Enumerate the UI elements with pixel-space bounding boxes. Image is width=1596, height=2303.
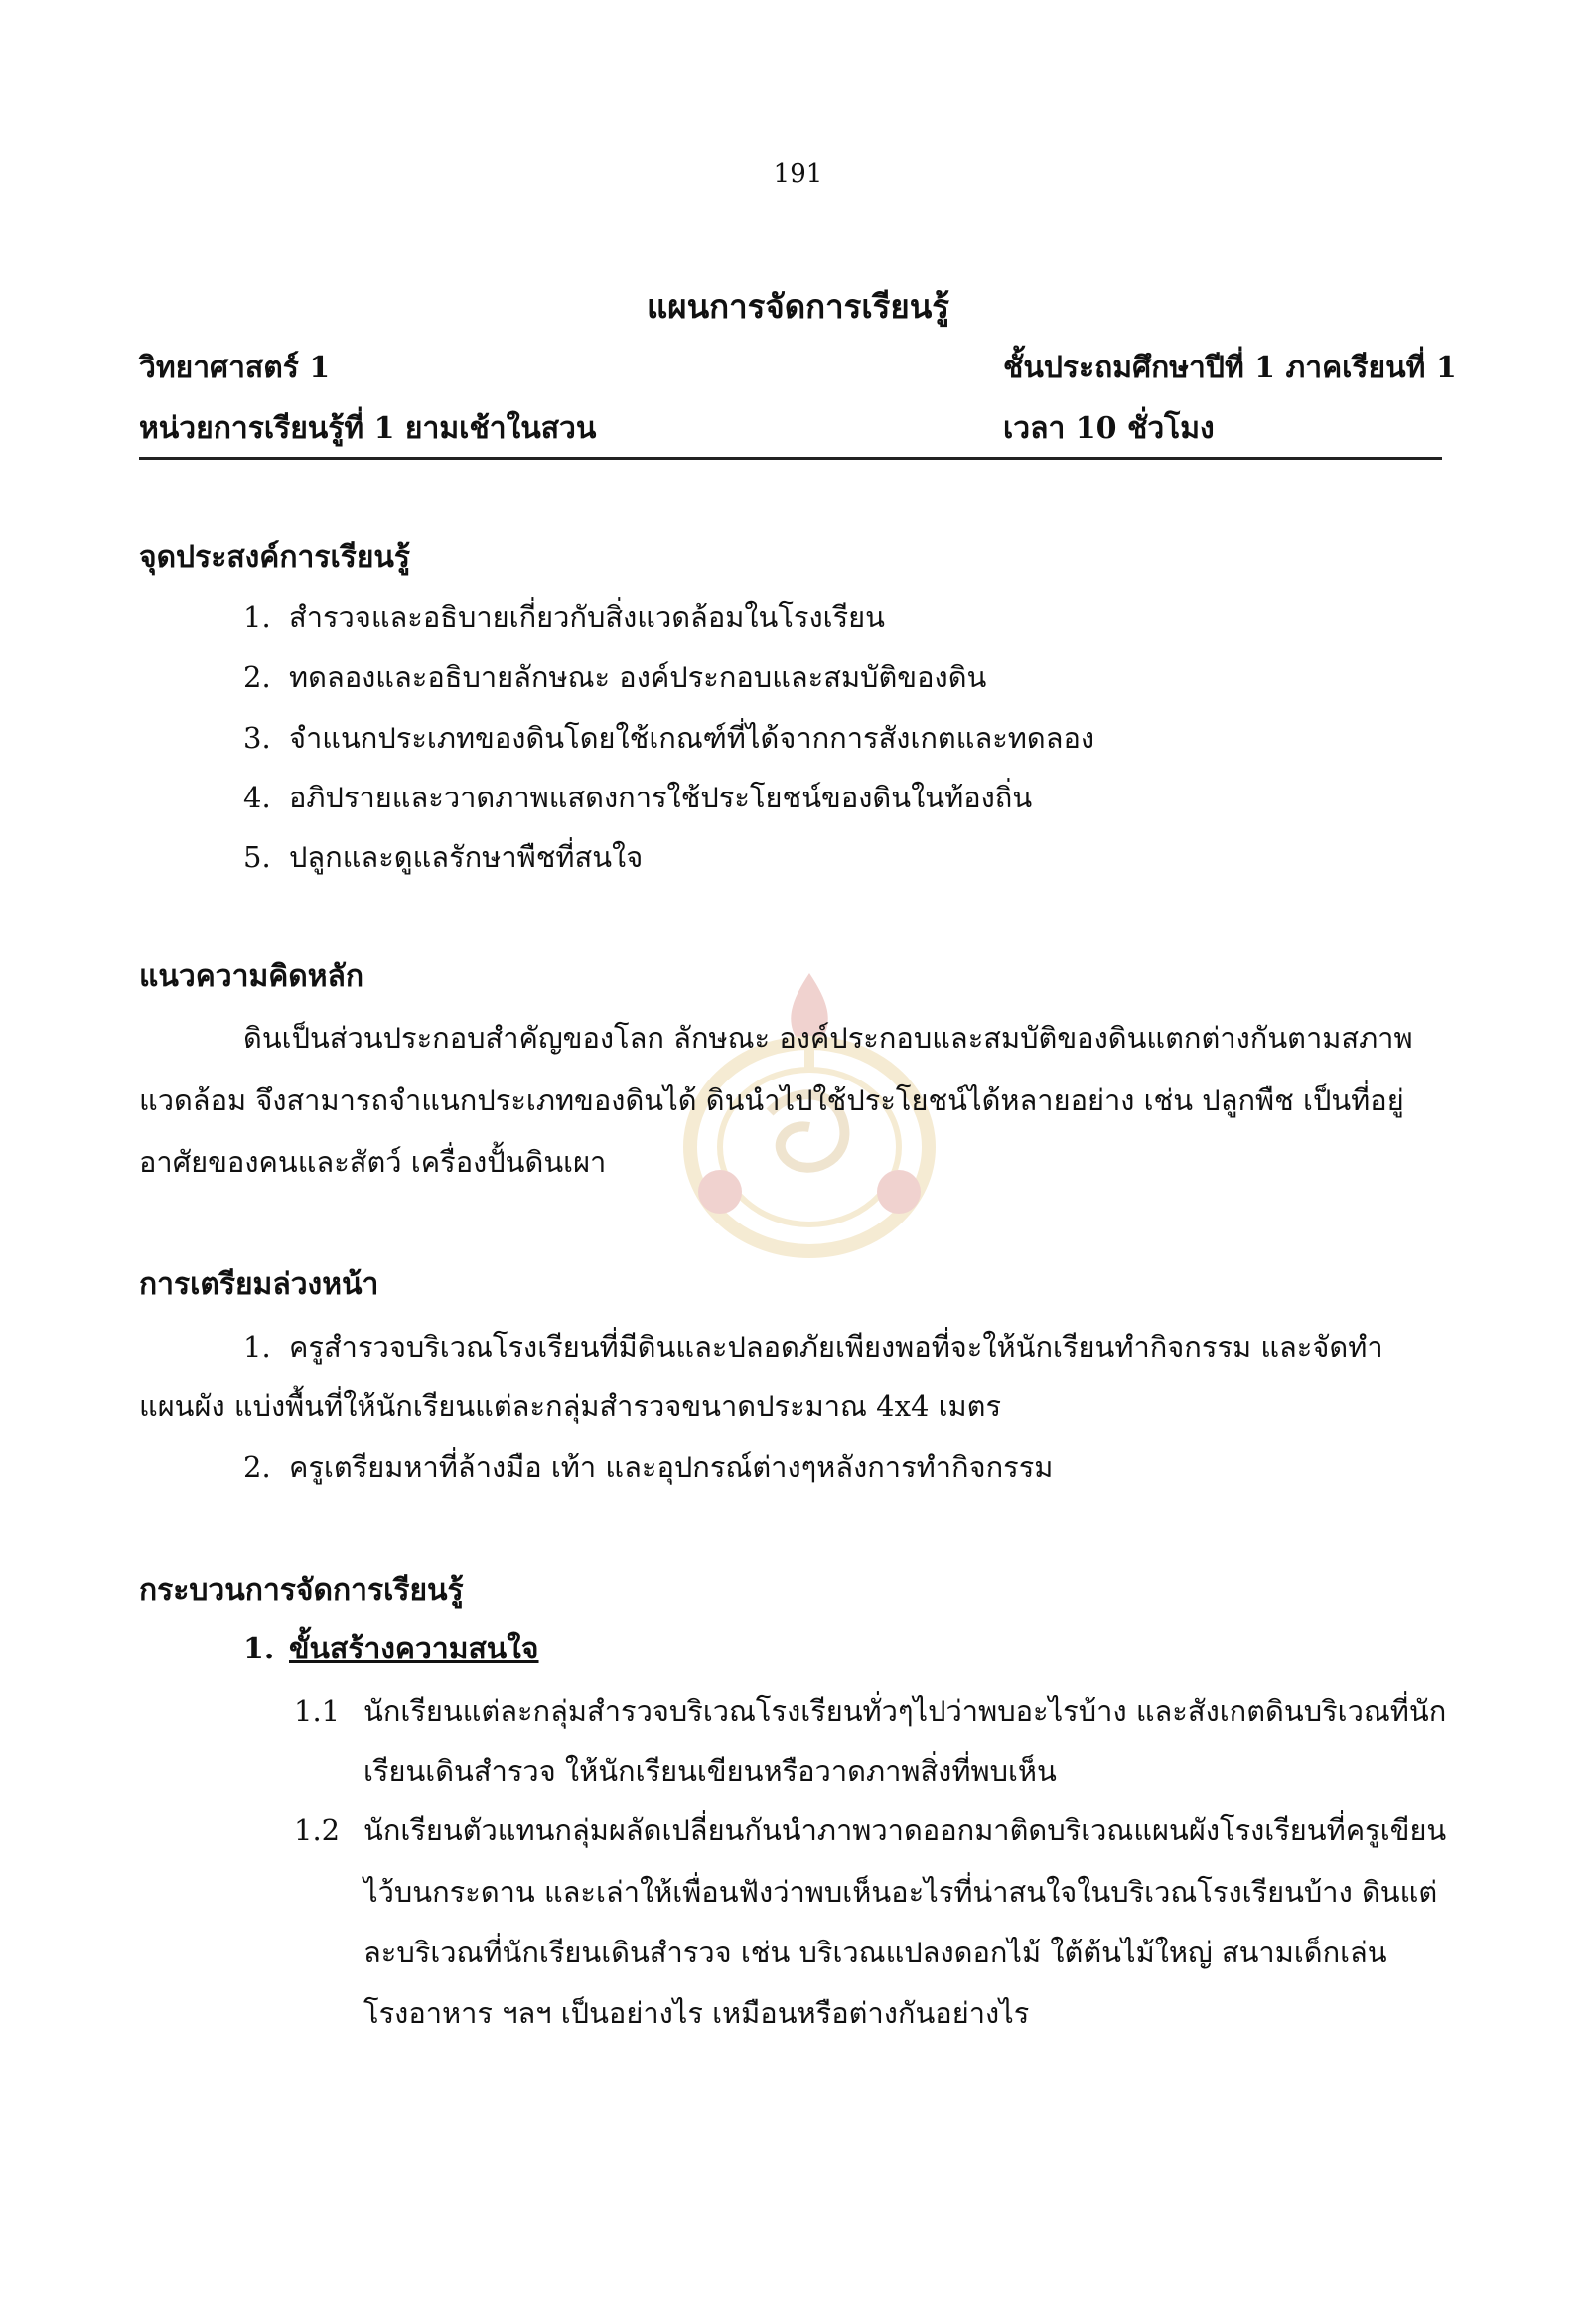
concept-line: ดินเป็นส่วนประกอบสำคัญของโลก ลักษณะ องค์ประกอบและสมบัติของดินแตกต่างกันตามสภาพ: [243, 1021, 1413, 1055]
process-subitem-text: นักเรียนตัวแทนกลุ่มผลัดเปลี่ยนกันนำภาพวาดออกมาติดบริเวณแผนผังโรงเรียนที่ครูเขียน: [363, 1813, 1447, 1847]
process-subitem-text: เรียนเดินสำรวจ ให้นักเรียนเขียนหรือวาดภาพสิ่งที่พบเห็น: [363, 1754, 1057, 1788]
process-subitem-number: 1.1: [294, 1694, 341, 1728]
concept-heading: แนวความคิดหลัก: [139, 959, 364, 994]
time-label: เวลา 10 ชั่วโมง: [1003, 411, 1215, 446]
concept-line: อาศัยของคนและสัตว์ เครื่องปั้นดินเผา: [139, 1145, 607, 1179]
unit-label: หน่วยการเรียนรู้ที่ 1 ยามเช้าในสวน: [139, 411, 597, 446]
preparation-item: [243, 1444, 1053, 1490]
preparation-number: 2.: [243, 1450, 271, 1484]
objective-text: อภิปรายและวาดภาพแสดงการใช้ประโยชน์ของดินในท้องถิ่น: [289, 781, 1033, 814]
process-subitem-text: โรงอาหาร ฯลฯ เป็นอย่างไร เหมือนหรือต่างกันอย่างไร: [363, 1996, 1030, 2030]
grade-label: ชั้นประถมศึกษาปีที่ 1 ภาคเรียนที่ 1: [1003, 351, 1457, 385]
objectives-heading: จุดประสงค์การเรียนรู้: [139, 540, 411, 575]
concept-line: แวดล้อม จึงสามารถจำแนกประเภทของดินได้ ดินนำไปใช้ประโยชน์ได้หลายอย่าง เช่น ปลูกพืช เป็นที่อยู่: [139, 1083, 1404, 1117]
header-divider: [139, 457, 1442, 460]
objective-item: [243, 775, 1032, 820]
process-subitem: [294, 1688, 1446, 1734]
objective-item: [243, 594, 885, 640]
objective-number: 1.: [243, 600, 271, 634]
preparation-text: ครูเตรียมหาที่ล้างมือ เท้า และอุปกรณ์ต่างๆหลังการทำกิจกรรม: [289, 1450, 1054, 1484]
subject-label: วิทยาศาสตร์ 1: [139, 351, 331, 385]
process-step-number: 1.: [243, 1632, 275, 1666]
process-subitem-text: ละบริเวณที่นักเรียนเดินสำรวจ เช่น บริเวณแปลงดอกไม้ ใต้ต้นไม้ใหญ่ สนามเด็กเล่น: [363, 1936, 1387, 1969]
objective-number: 2.: [243, 660, 271, 694]
process-heading: กระบวนการจัดการเรียนรู้: [139, 1573, 464, 1608]
preparation-number: 1.: [243, 1330, 271, 1364]
process-step-title: ขั้นสร้างความสนใจ: [289, 1632, 539, 1666]
preparation-text: ครูสำรวจบริเวณโรงเรียนที่มีดินและปลอดภัยเพียงพอที่จะให้นักเรียนทำกิจกรรม และจัดทำ: [289, 1330, 1383, 1364]
objective-text: สำรวจและอธิบายเกี่ยวกับสิ่งแวดล้อมในโรงเรียน: [289, 600, 885, 634]
page-number: 191: [773, 159, 823, 189]
process-subitem: [294, 1807, 1446, 1853]
objective-item: [243, 715, 1094, 761]
objective-text: ปลูกและดูแลรักษาพืชที่สนใจ: [289, 840, 644, 874]
objective-item: [243, 654, 986, 700]
preparation-text: แผนผัง แบ่งพื้นที่ให้นักเรียนแต่ละกลุ่มสำรวจขนาดประมาณ 4x4 เมตร: [139, 1389, 1002, 1423]
page-title: แผนการจัดการเรียนรู้: [646, 287, 950, 326]
preparation-item: [243, 1324, 1383, 1369]
objective-text: ทดลองและอธิบายลักษณะ องค์ประกอบและสมบัติของดิน: [289, 660, 987, 694]
process-subitem-text: ไว้บนกระดาน และเล่าให้เพื่อนฟังว่าพบเห็นอะไรที่น่าสนใจในบริเวณโรงเรียนบ้าง ดินแต่: [363, 1875, 1438, 1909]
objective-number: 5.: [243, 840, 271, 874]
objective-number: 3.: [243, 721, 271, 755]
process-step: [243, 1626, 539, 1672]
objective-number: 4.: [243, 781, 271, 814]
process-subitem-text: นักเรียนแต่ละกลุ่มสำรวจบริเวณโรงเรียนทั่วๆไปว่าพบอะไรบ้าง และสังเกตดินบริเวณที่นัก: [363, 1694, 1447, 1728]
objective-item: [243, 834, 643, 880]
objective-text: จำแนกประเภทของดินโดยใช้เกณฑ์ที่ได้จากการสังเกตและทดลอง: [289, 721, 1095, 755]
preparation-heading: การเตรียมล่วงหน้า: [139, 1267, 379, 1302]
process-subitem-number: 1.2: [294, 1813, 341, 1847]
